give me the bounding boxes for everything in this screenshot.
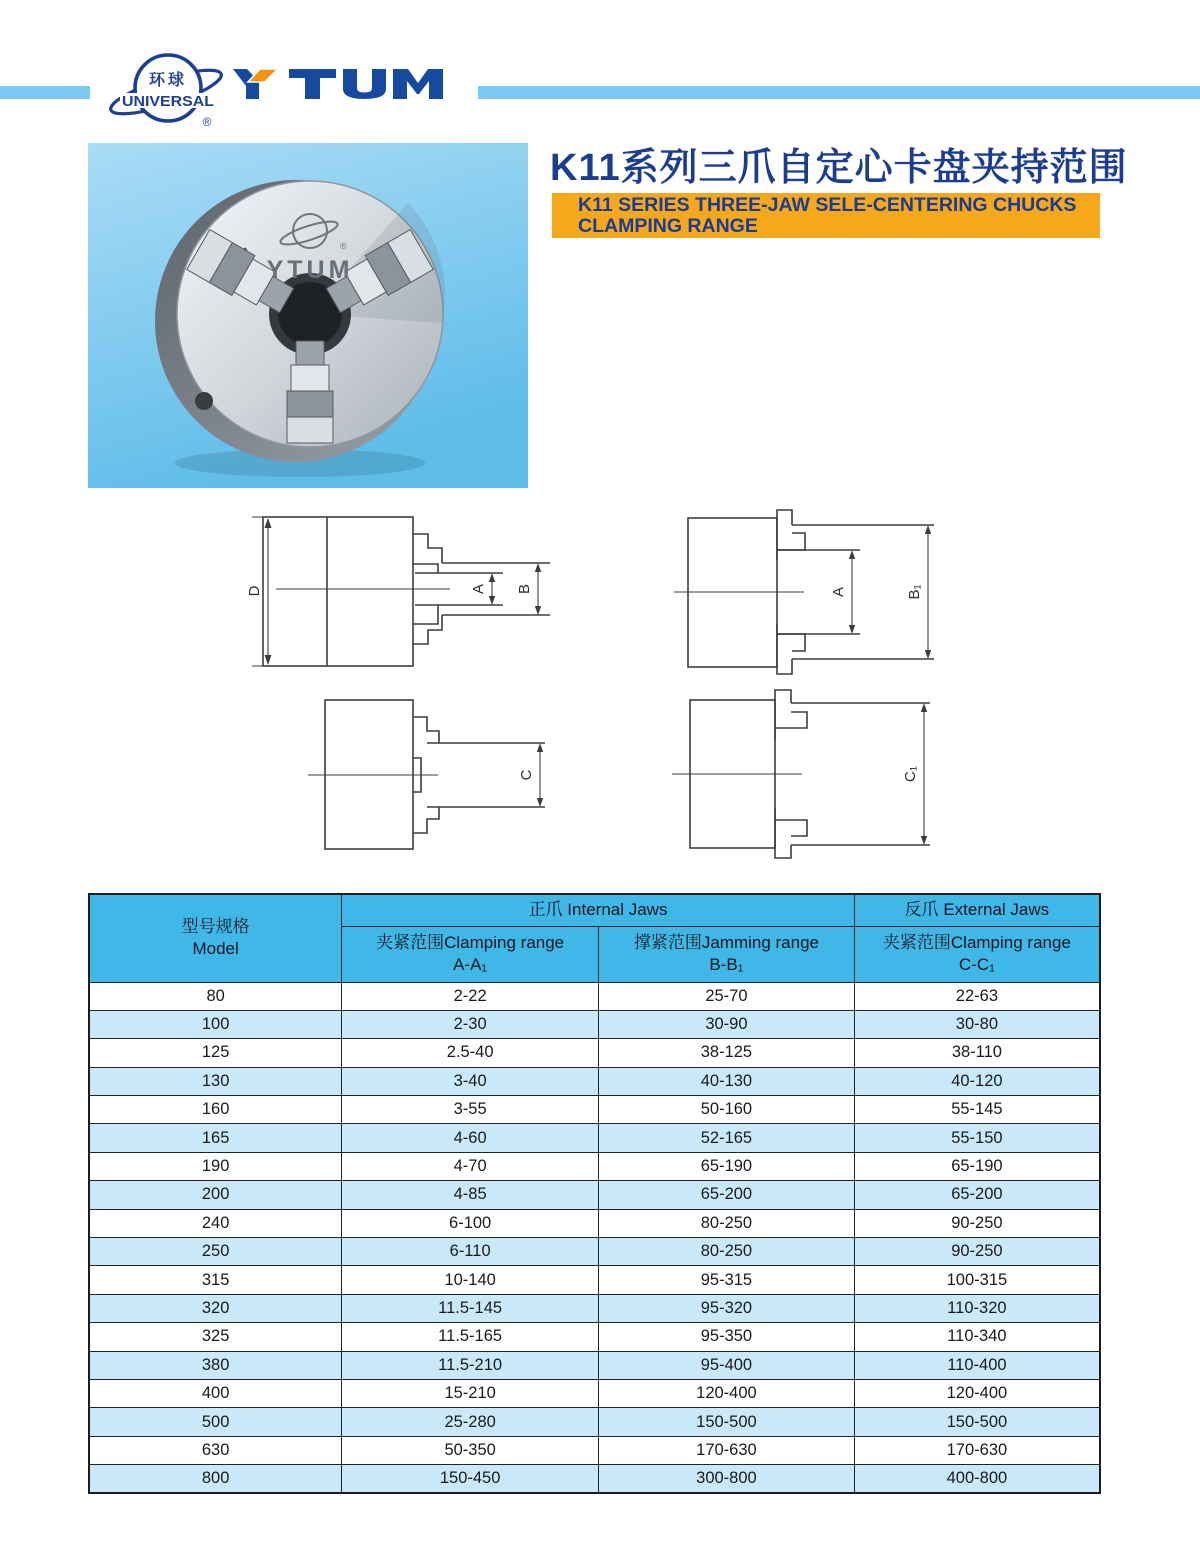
cell-model: 100 [89,1010,342,1038]
cell-model: 320 [89,1294,342,1322]
cell-model: 130 [89,1067,342,1095]
cell-jamming-range-b: 38-125 [599,1039,855,1067]
dim-label-b: B [516,583,533,595]
cell-model: 80 [89,982,342,1010]
cell-model: 190 [89,1152,342,1180]
cell-clamping-range-c: 22-63 [854,982,1100,1010]
wordmark-letter-t [289,69,336,99]
dim-label-c: C [518,769,535,781]
cell-clamping-range-a: 4-70 [342,1152,599,1180]
cell-clamping-range-a: 4-60 [342,1124,599,1152]
table-row [89,1436,1100,1464]
decor-bar-left [0,86,90,99]
table-row [89,1010,1100,1038]
decor-bar-right [478,86,1200,99]
ytum-wordmark-icon [231,68,449,100]
header-clamping-c-line1: 夹紧范围Clamping range [882,932,1071,952]
cell-jamming-range-b: 170-630 [599,1436,855,1464]
cell-clamping-range-c: 110-320 [854,1294,1100,1322]
ytum-wordmark [231,68,449,104]
spec-table-body [89,982,1100,1493]
cell-jamming-range-b: 52-165 [599,1124,855,1152]
cell-clamping-range-a: 11.5-145 [342,1294,599,1322]
cell-model: 630 [89,1436,342,1464]
diagram-internal-jaws-ab [218,503,568,685]
cell-clamping-range-a: 4-85 [342,1181,599,1209]
cell-model: 400 [89,1379,342,1407]
table-row [89,1266,1100,1294]
globe-text-en: UNIVERSAL [122,94,215,110]
table-row [89,1067,1100,1095]
cell-jamming-range-b: 40-130 [599,1067,855,1095]
header-model-en: Model [192,939,239,959]
cell-clamping-range-c: 40-120 [854,1067,1100,1095]
table-row [89,1408,1100,1436]
cell-clamping-range-c: 65-200 [854,1181,1100,1209]
cell-jamming-range-b: 95-400 [599,1351,855,1379]
cell-clamping-range-a: 6-110 [342,1238,599,1266]
engraved-registered: ® [340,241,347,251]
cell-model: 800 [89,1465,342,1493]
table-row [89,1096,1100,1124]
table-row [89,1124,1100,1152]
header-clamping-a [342,926,599,982]
engraved-wordmark: YTUM [266,256,354,284]
cell-clamping-range-a: 2-22 [342,982,599,1010]
table-row [89,1209,1100,1237]
cell-clamping-range-c: 55-150 [854,1124,1100,1152]
cell-clamping-range-a: 150-450 [342,1465,599,1493]
chuck-photo-illustration [88,143,528,488]
header-clamping-a-line2: A-A₁ [453,955,488,974]
cell-clamping-range-c: 65-190 [854,1152,1100,1180]
cell-jamming-range-b: 50-160 [599,1096,855,1124]
dim-label-c1: C₁ [902,766,919,782]
header-jamming-b-line2: B-B₁ [709,955,744,974]
cell-clamping-range-c: 110-340 [854,1323,1100,1351]
subtitle-banner [552,193,1100,238]
cell-model: 160 [89,1096,342,1124]
cell-clamping-range-c: 110-400 [854,1351,1100,1379]
cell-jamming-range-b: 65-200 [599,1181,855,1209]
cell-jamming-range-b: 80-250 [599,1238,855,1266]
table-row [89,1238,1100,1266]
cell-jamming-range-b: 150-500 [599,1408,855,1436]
header-jamming-b [599,926,855,982]
cell-model: 250 [89,1238,342,1266]
cell-clamping-range-a: 3-40 [342,1067,599,1095]
table-row [89,1323,1100,1351]
cell-clamping-range-c: 100-315 [854,1266,1100,1294]
header-external-jaws: 反爪 External Jaws [854,894,1100,926]
cell-clamping-range-c: 120-400 [854,1379,1100,1407]
cell-jamming-range-b: 95-315 [599,1266,855,1294]
table-row [89,1181,1100,1209]
header-jamming-b-line1: 撑紧范围Jamming range [633,932,819,952]
cell-clamping-range-c: 38-110 [854,1039,1100,1067]
cell-clamping-range-a: 2-30 [342,1010,599,1038]
globe-text-cn: 环球 [148,72,188,89]
subtitle-line2: CLAMPING RANGE [578,215,758,237]
header-clamping-a-line1: 夹紧范围Clamping range [376,932,565,952]
side-screw-hole [195,392,213,410]
cell-clamping-range-a: 3-55 [342,1096,599,1124]
cell-clamping-range-c: 90-250 [854,1209,1100,1237]
clamping-range-table [88,893,1101,1494]
cell-jamming-range-b: 120-400 [599,1379,855,1407]
diagram-external-jaws-ab1 [672,500,997,695]
cell-model: 380 [89,1351,342,1379]
cell-clamping-range-a: 10-140 [342,1266,599,1294]
cell-clamping-range-c: 170-630 [854,1436,1100,1464]
cell-jamming-range-b: 300-800 [599,1465,855,1493]
cell-model: 125 [89,1039,342,1067]
cell-clamping-range-a: 11.5-165 [342,1323,599,1351]
cell-clamping-range-a: 15-210 [342,1379,599,1407]
cell-clamping-range-a: 11.5-210 [342,1351,599,1379]
diagram-external-jaws-c1 [670,686,985,886]
cell-jamming-range-b: 95-350 [599,1323,855,1351]
cell-clamping-range-a: 50-350 [342,1436,599,1464]
registered-mark: ® [202,115,212,129]
cell-model: 165 [89,1124,342,1152]
cell-model: 500 [89,1408,342,1436]
cell-model: 200 [89,1181,342,1209]
cell-jamming-range-b: 25-70 [599,982,855,1010]
cell-jamming-range-b: 95-320 [599,1294,855,1322]
header-clamping-c [854,926,1100,982]
subtitle-line1: K11 SERIES THREE-JAW SELE-CENTERING CHUCKS [578,194,1077,216]
dim-label-b1: B₁ [906,584,923,600]
cell-model: 315 [89,1266,342,1294]
product-photo [88,143,528,488]
diagram-internal-jaws-c [268,692,573,877]
table-row [89,1152,1100,1180]
header-model-cn: 型号规格 [181,917,250,937]
cell-clamping-range-a: 6-100 [342,1209,599,1237]
cell-clamping-range-a: 25-280 [342,1408,599,1436]
cell-jamming-range-b: 80-250 [599,1209,855,1237]
cell-clamping-range-c: 150-500 [854,1408,1100,1436]
header-internal-jaws: 正爪 Internal Jaws [342,894,855,926]
cell-clamping-range-c: 90-250 [854,1238,1100,1266]
cell-model: 240 [89,1209,342,1237]
cell-jamming-range-b: 65-190 [599,1152,855,1180]
table-row [89,1039,1100,1067]
dim-label-d: D [246,585,263,597]
universal-globe-logo [104,40,226,136]
cell-jamming-range-b: 30-90 [599,1010,855,1038]
globe-icon [104,40,226,136]
page-title: K11系列三爪自定心卡盘夹持范围 [550,147,1128,189]
table-row [89,1294,1100,1322]
header-clamping-c-line2: C-C₁ [958,955,995,974]
wordmark-letter-m [393,69,443,99]
cell-clamping-range-c: 55-145 [854,1096,1100,1124]
table-row [89,1379,1100,1407]
header-model [89,894,342,982]
dim-label-a: A [830,586,847,598]
table-row [89,1351,1100,1379]
cell-clamping-range-c: 30-80 [854,1010,1100,1038]
cell-clamping-range-c: 400-800 [854,1465,1100,1493]
table-row [89,1465,1100,1493]
dim-label-a: A [470,583,487,595]
wordmark-letter-u [343,69,386,99]
table-row [89,982,1100,1010]
cell-model: 325 [89,1323,342,1351]
cell-clamping-range-a: 2.5-40 [342,1039,599,1067]
